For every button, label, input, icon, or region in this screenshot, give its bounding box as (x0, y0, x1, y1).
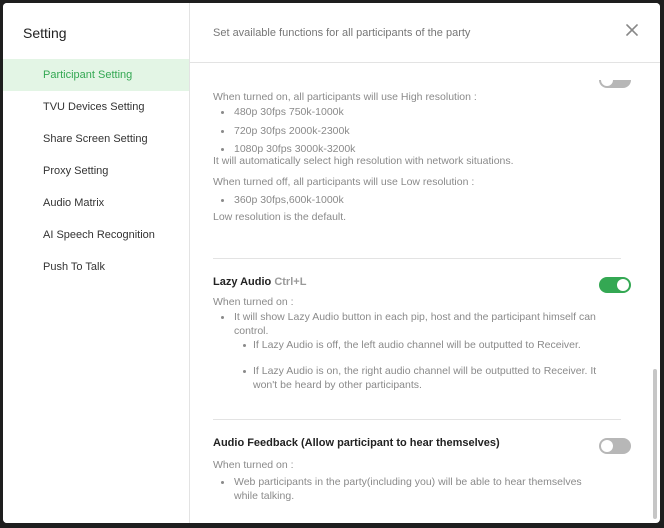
resolution-off-text: When turned off, all participants will use Low resolution : (213, 176, 475, 188)
close-icon (625, 23, 639, 37)
bullet-dot (221, 316, 224, 319)
lazy-audio-toggle[interactable] (599, 277, 631, 293)
lazy-audio-title (213, 276, 306, 288)
resolution-auto-text: It will automatically select high resolution with network situations. (213, 155, 514, 167)
lazy-audio-toggle-knob (617, 279, 629, 291)
lazy-audio-bullet-line2: control. (234, 325, 269, 337)
bullet-dot (243, 370, 246, 373)
high-res-item-3: 1080p 30fps 3000k-3200k (234, 143, 356, 155)
resolution-on-text: When turned on, all participants will use High resolution : (213, 91, 477, 103)
audio-feedback-when-on: When turned on : (213, 459, 294, 471)
settings-dialog (3, 3, 660, 523)
bullet-dot (221, 199, 224, 202)
resolution-toggle-knob (601, 74, 613, 86)
divider (213, 258, 621, 259)
sidebar-item-ai-speech-recognition[interactable]: AI Speech Recognition (43, 229, 155, 241)
lazy-audio-sub2-line1: If Lazy Audio is on, the right audio channel will be outputted to Receiver. It (253, 365, 597, 377)
lazy-audio-when-on: When turned on : (213, 296, 294, 308)
audio-feedback-toggle-knob (601, 440, 613, 452)
resolution-default-text: Low resolution is the default. (213, 211, 347, 223)
bullet-dot (221, 111, 224, 114)
divider (213, 419, 621, 420)
audio-feedback-title: Audio Feedback (Allow participant to hear themselves) (213, 437, 500, 449)
lazy-audio-title-text: Lazy Audio (213, 276, 272, 288)
close-button[interactable] (625, 23, 639, 37)
high-res-item-2: 720p 30fps 2000k-2300k (234, 125, 350, 137)
sidebar-item-proxy-setting[interactable]: Proxy Setting (43, 165, 109, 177)
bullet-dot (221, 130, 224, 133)
audio-feedback-bullet-line1: Web participants in the party(including you) will be able to hear themselves (234, 476, 582, 488)
sidebar-item-push-to-talk[interactable]: Push To Talk (43, 261, 105, 273)
sidebar-item-tvu-devices-setting[interactable]: TVU Devices Setting (43, 101, 145, 113)
lazy-audio-shortcut: Ctrl+L (274, 276, 307, 288)
lazy-audio-sub2-line2: won't be heard by other participants. (253, 379, 422, 391)
bullet-dot (243, 344, 246, 347)
resolution-toggle[interactable] (599, 72, 631, 88)
bullet-dot (221, 481, 224, 484)
header (190, 3, 660, 63)
header-description: Set available functions for all participants of the party (213, 27, 471, 39)
audio-feedback-toggle[interactable] (599, 438, 631, 454)
lazy-audio-bullet-line1: It will show Lazy Audio button in each pip, host and the participant himself can (234, 311, 596, 323)
high-res-item-1: 480p 30fps 750k-1000k (234, 106, 344, 118)
audio-feedback-bullet-line2: while talking. (234, 490, 295, 502)
sidebar (3, 3, 190, 523)
sidebar-title: Setting (23, 25, 67, 41)
scrollbar[interactable] (653, 369, 657, 519)
lazy-audio-sub1: If Lazy Audio is off, the left audio channel will be outputted to Receiver. (253, 339, 581, 351)
low-res-item-1: 360p 30fps,600k-1000k (234, 194, 344, 206)
sidebar-item-participant-setting[interactable]: Participant Setting (3, 59, 189, 91)
bullet-dot (221, 148, 224, 151)
sidebar-item-share-screen-setting[interactable]: Share Screen Setting (43, 133, 148, 145)
sidebar-list (3, 59, 189, 283)
settings-content (190, 64, 660, 523)
sidebar-item-audio-matrix[interactable]: Audio Matrix (43, 197, 105, 209)
